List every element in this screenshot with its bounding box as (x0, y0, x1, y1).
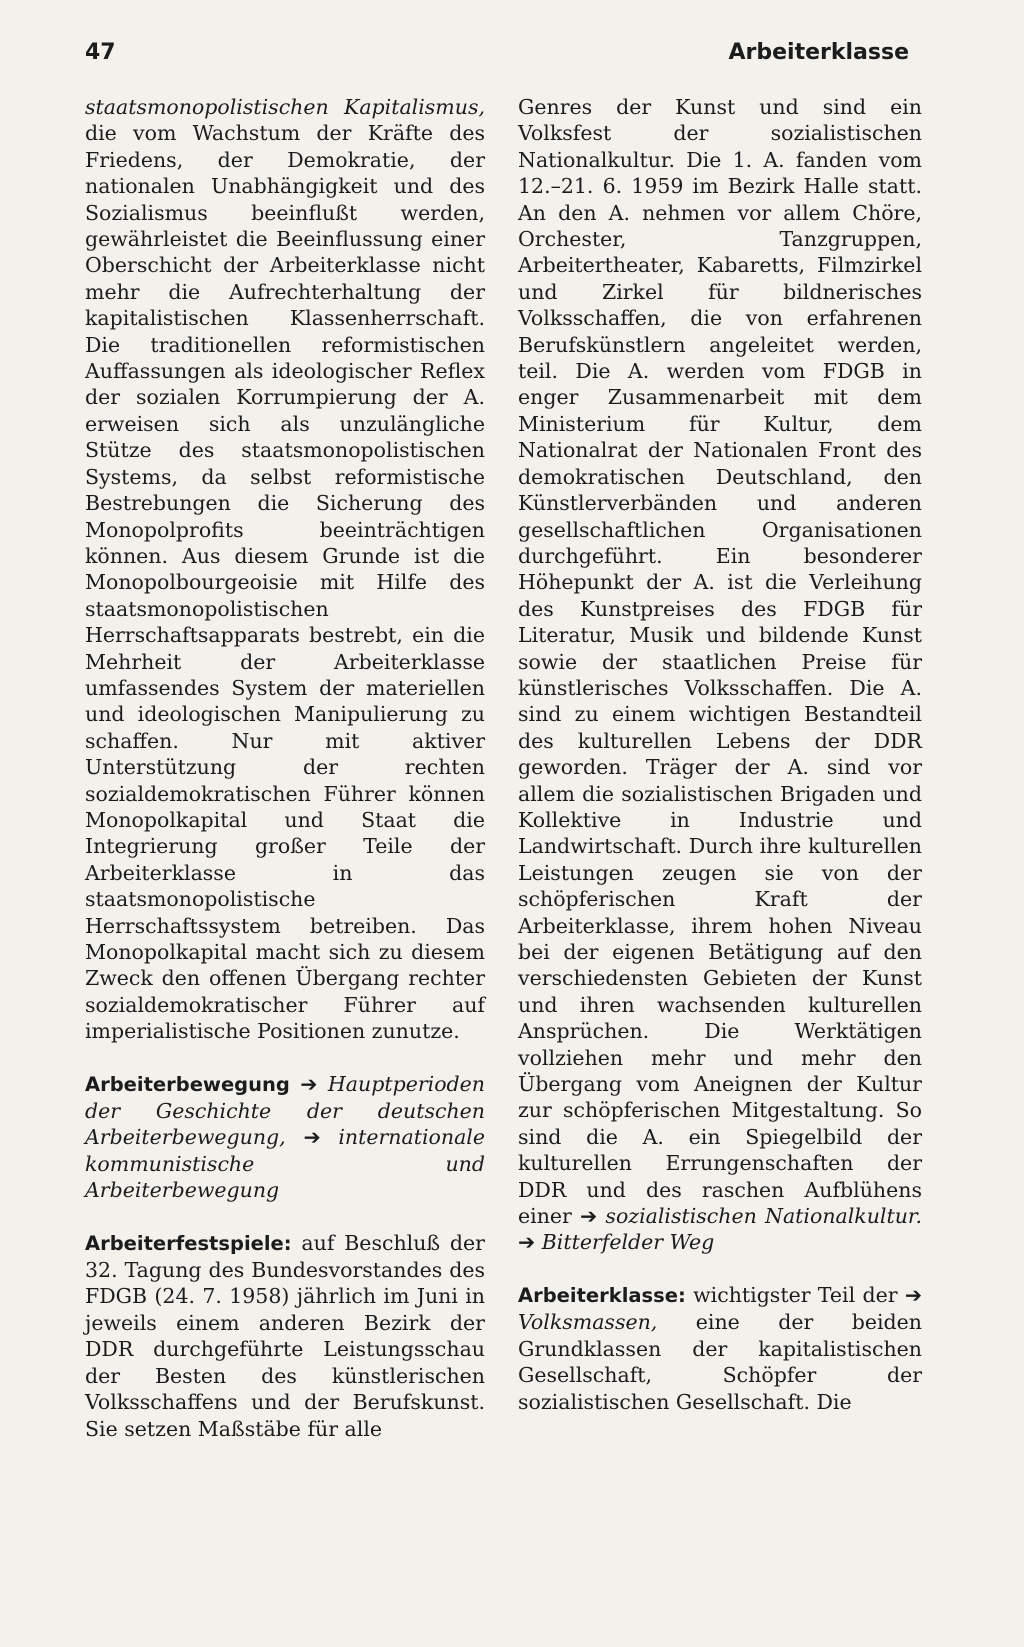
cross-reference-arrow-icon: ➔ (300, 1071, 318, 1096)
right-column (518, 94, 922, 1441)
cross-reference-internationale[interactable]: internationale kommunistische und Arbeiterbewegung (85, 1125, 485, 1203)
headword-arbeiterbewegung: Arbeiterbewegung (85, 1072, 290, 1096)
left-column (85, 94, 485, 1468)
entry-arbeiterfestspiele (85, 1230, 485, 1442)
page-number: 47 (85, 40, 116, 65)
cross-reference-arrow-icon: ➔ (518, 1230, 536, 1255)
entry-body-text: wichtigster Teil der (685, 1282, 905, 1307)
cross-reference-hauptperioden[interactable]: Hauptperioden der Geschichte der deutschen Arbeiterbewegung, (85, 1071, 485, 1150)
cross-reference-bitterfelder-weg[interactable]: Bitterfelder Weg (541, 1230, 715, 1255)
entry-continuation-left (85, 94, 485, 1045)
entry-body-text: eine der beiden Grundklassen der kapitalistischen Gesellschaft, Schöpfer der sozialistischen Gesellschaft. Die (518, 1310, 922, 1414)
cross-reference-volksmassen[interactable]: Volksmassen, (518, 1310, 658, 1335)
entry-arbeiterbewegung (85, 1071, 485, 1204)
cross-reference-arrow-icon: ➔ (580, 1204, 598, 1229)
lead-italic-term: staatsmonopolistischen Kapitalismus, (85, 95, 485, 119)
entry-continuation-right (518, 94, 922, 1256)
entry-body-text: Genres der Kunst und sind ein Volksfest der sozialistischen Nationalkultur. Die 1. A. fanden vom 12.–21. 6. 1959 im Bezirk Halle statt. An den A. nehmen vor allem Chöre, Orchester, Tanzgruppen, Arbeitertheater, Kabaretts, Filmzirkel und Zirkel für bildnerisches Volksschaffen, die von erfahrenen Berufskünstlern angeleitet werden, teil. Die A. werden vom FDGB in enger Zusammenarbeit mit dem Ministerium für Kultur, dem Nationalrat der Nationalen Front des demokratischen Deutschland, den Künstlerverbänden und anderen gesellschaftlichen Organisationen durchgeführt. Ein besonderer Höhepunkt der A. ist die Verleihung des Kunstpreises des FDGB für Literatur, Musik und bildende Kunst sowie der staatlichen Preise für künstlerisches Volksschaffen. Die A. sind zu einem wichtigen Bestandteil des kulturellen Lebens der DDR geworden. Träger der A. sind vor allem die sozialistischen Brigaden und Kollektive in Industrie und Landwirtschaft. Durch ihre kulturellen Leistungen zeugen sie von der schöpferischen Kraft der Arbeiterklasse, ihrem hohen Niveau bei der eigenen Betätigung auf den verschiedensten Gebieten der Kunst und ihren wachsenden kulturellen Ansprüchen. Die Werktätigen vollziehen mehr und mehr den Übergang vom Aneignen der Kultur zur schöpferischen Mitgestaltung. So sind die A. ein Spiegelbild der kulturellen Errungenschaften der DDR und des raschen Aufblühens einer (518, 95, 922, 1229)
cross-reference-nationalkultur[interactable]: sozialistischen Nationalkultur. (605, 1204, 922, 1229)
headword-arbeiterfestspiele: Arbeiterfestspiele: (85, 1231, 292, 1255)
cross-reference-arrow-icon: ➔ (303, 1125, 321, 1150)
entry-arbeiterklasse (518, 1282, 922, 1415)
entry-body-text: auf Beschluß der 32. Tagung des Bundesvorstandes des FDGB (24. 7. 1958) jährlich im Juni in jeweils einem anderen Bezirk der DDR durchgeführte Leistungsschau der Besten des künstlerischen Volksschaffens und der Berufskunst. Sie setzen Maßstäbe für alle (85, 1230, 485, 1441)
cross-reference-arrow-icon: ➔ (904, 1282, 922, 1307)
headword-arbeiterklasse: Arbeiterklasse: (518, 1283, 686, 1307)
page-header (85, 40, 909, 80)
entry-body-text: die vom Wachstum der Kräfte des Friedens, der Demokratie, der nationalen Unabhängigkeit und des Sozialismus beeinflußt werden, gewährleistet die Beeinflussung einer Oberschicht der Arbeiterklasse nicht mehr die Aufrechterhaltung der kapitalistischen Klassenherrschaft. Die traditionellen reformistischen Auffassungen als ideologischer Reflex der sozialen Korrumpierung der A. erweisen sich als unzulängliche Stütze des staatsmonopolistischen Systems, da selbst reformistische Bestrebungen die Sicherung des Monopolprofits beeinträchtigen können. Aus diesem Grunde ist die Monopolbourgeoisie mit Hilfe des staatsmonopolistischen Herrschaftsapparats bestrebt, ein die Mehrheit der Arbeiterklasse umfassendes System der materiellen und ideologischen Manipulierung zu schaffen. Nur mit aktiver Unterstützung der rechten sozialdemokratischen Führer können Monopolkapital und Staat die Integrierung großer Teile der Arbeiterklasse in das staatsmonopolistische Herrschaftssystem betreiben. Das Monopolkapital macht sich zu diesem Zweck den offenen Übergang rechter sozialdemokratischer Führer auf imperialistische Positionen zunutze. (85, 121, 485, 1044)
running-head: Arbeiterklasse (728, 40, 909, 65)
